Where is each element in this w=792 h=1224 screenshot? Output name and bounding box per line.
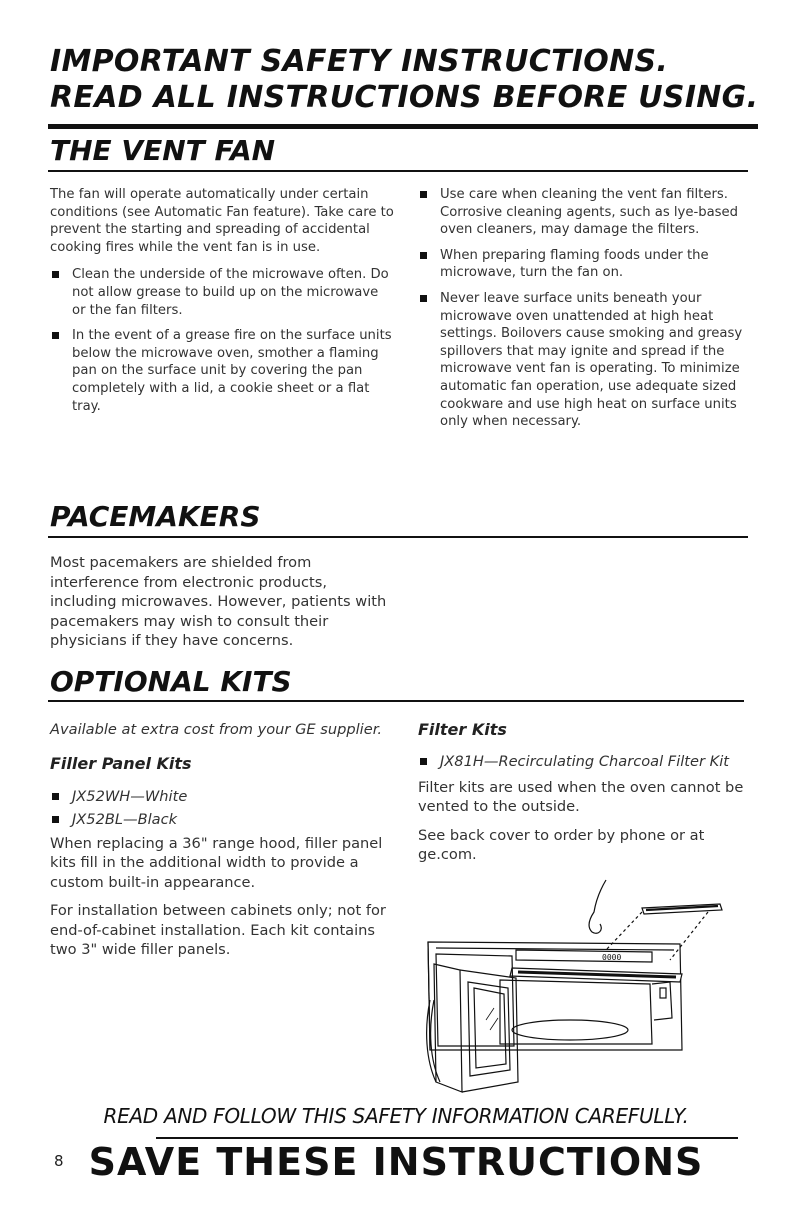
list-item-text: Clean the underside of the microwave often. Do not allow grease to build up on the microwave or the fan filters. [72,267,389,318]
pacemakers-title: PACEMAKERS [50,500,261,533]
bullet-square-icon [420,758,427,765]
list-item [418,186,763,239]
availability-note: Available at extra cost from your GE supplier. [50,721,383,738]
pacemakers-body: Most pacemakers are shielded from interference from electronic products, including microwaves. However, patients with pacemakers may wish to consult their physicians if they have concerns. [50,554,387,649]
bullet-square-icon [52,793,59,800]
vent-fan-rule [48,170,748,172]
list-item [418,247,763,282]
filter-paragraph-2: See back cover to order by phone or at ge.com. [418,826,705,863]
filler-paragraph-2: For installation between cabinets only; not for end-of-cabinet installation. Each kit contains two 3" wide filler panels. [50,902,386,958]
optional-kits-title: OPTIONAL KITS [50,665,292,698]
vent-fan-right-column [418,186,763,431]
filter-paragraph-1: Filter kits are used when the oven cannot be vented to the outside. [418,778,744,815]
list-item [50,327,395,415]
header-line-2: READ ALL INSTRUCTIONS BEFORE USING. [50,80,759,115]
optional-kits-rule [48,700,744,702]
vent-fan-right-list [418,186,763,431]
filter-kits-title: Filter Kits [418,720,507,739]
vent-fan-left-list [50,266,395,415]
bullet-square-icon [420,252,427,259]
filter-kits-list [418,752,763,772]
pacemakers-rule [48,536,748,538]
list-item-text: Use care when cleaning the vent fan filters. Corrosive cleaning agents, such as lye-based oven cleaners, may damage the filters. [440,187,739,238]
vent-fan-intro: The fan will operate automatically under certain conditions (see Automatic Fan feature). Take care to prevent the starting and spreading of accidental cooking fires while the vent fan is in use. [50,187,394,255]
bullet-square-icon [52,271,59,278]
page-number: 8 [54,1152,64,1170]
bullet-square-icon [420,295,427,302]
header-line-1: IMPORTANT SAFETY INSTRUCTIONS. [50,44,669,79]
save-instructions-banner: SAVE THESE INSTRUCTIONS [88,1140,704,1184]
vent-fan-title: THE VENT FAN [50,134,276,167]
list-item-text: JX52BL—Black [72,811,178,828]
bullet-square-icon [52,332,59,339]
list-item-text: Never leave surface units beneath your microwave oven unattended at high heat settings. Boilovers cause smoking and greasy spillovers that may ignite and spread if the microwave vent fan is operating. To minimize automatic fan operation, use adequate sized cookware and use high heat on surface units only when necessary. [440,290,743,430]
list-item-text: JX52WH—White [72,787,188,805]
list-item-text: When preparing flaming foods under the microwave, turn the fan on. [440,247,709,281]
bullet-square-icon [52,816,59,823]
list-item [50,787,395,807]
list-item-text: JX81H—Recirculating Charcoal Filter Kit [440,753,729,770]
list-item [418,290,763,431]
list-item-text: In the event of a grease fire on the surface units below the microwave oven, smother a flaming pan on the surface unit by covering the pan completely with a lid, a cookie sheet or a flat tray. [72,328,392,414]
filler-paragraph-1: When replacing a 36" range hood, filler panel kits fill in the additional width to provide a custom built-in appearance. [50,834,383,891]
footer-safety-note: READ AND FOLLOW THIS SAFETY INFORMATION CAREFULLY. [103,1104,689,1128]
svg-text:0000: 0000 [602,953,622,962]
footer-rule [156,1137,738,1139]
bullet-square-icon [420,191,427,198]
list-item [50,810,395,830]
list-item [50,266,395,319]
microwave-filter-illustration [420,870,740,1095]
vent-fan-left-column [50,186,395,415]
filler-panel-title: Filler Panel Kits [50,753,192,773]
optional-kits-right-column [418,720,763,865]
list-item [418,752,763,772]
optional-kits-left-column [50,720,395,960]
filler-panel-list [50,787,395,830]
header-rule [48,124,758,129]
pacemakers-body-wrap [50,553,390,651]
